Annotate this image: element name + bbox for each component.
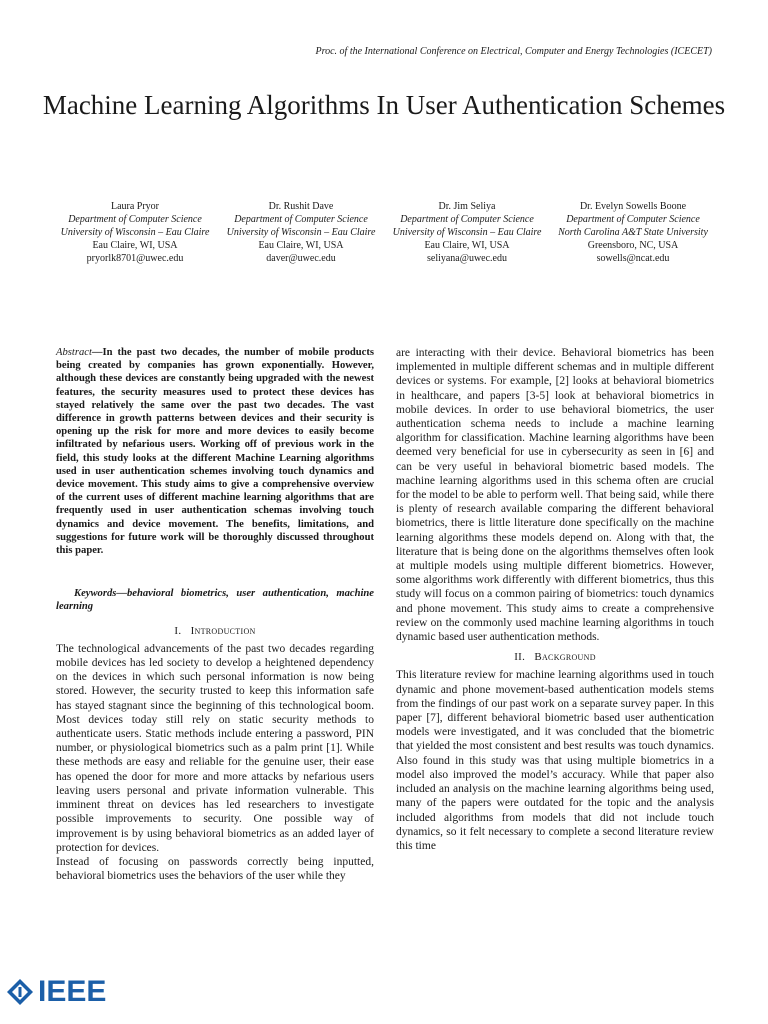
author-city: Eau Claire, WI, USA [258, 240, 344, 251]
abstract-text: —In the past two decades, the number of mobile products being created by companies has grown exponentially. However, although these devices are constantly being upgraded with the newest features, the security measures used to protect these devices has stayed relatively the same over the past two decades. The vast difference in growth patterns between devices and their security is opening up the risk for more and more devices to easily become infiltrated by nefarious users. Working off of previous work in the field, this study looks at the different Machine Learning algorithms used in user authentication schemes involving touch dynamics and device movement. This study aims to give a comprehensive overview of the current uses of different machine learning algorithms that are frequently used in user authentication schemas involving touch dynamics and device movement. The benefits, limitations, and suggestions for future work will be thoroughly discussed throughout this paper. [56, 347, 374, 557]
author-block [52, 200, 716, 265]
ieee-wordmark: IEEE [38, 975, 107, 1008]
section-heading-introduction [56, 624, 374, 638]
author-univ: University of Wisconsin – Eau Claire [226, 227, 376, 238]
author-email: seliyana@uwec.edu [426, 253, 507, 264]
keywords [56, 587, 374, 613]
author-email: daver@uwec.edu [266, 253, 336, 264]
section-title: Introduction [190, 624, 256, 637]
paper-title: Machine Learning Algorithms In User Authentication Schemes [42, 90, 726, 120]
author-name: Laura Pryor [110, 201, 160, 212]
keywords-text: —behavioral biometrics, user authentication, machine learning [56, 588, 374, 613]
right-column [396, 346, 714, 853]
left-column [56, 346, 374, 883]
author-email: sowells@ncat.edu [596, 253, 670, 264]
author-email: pryorlk8701@uwec.edu [86, 253, 184, 264]
author-univ: University of Wisconsin – Eau Claire [392, 227, 542, 238]
author-3 [384, 200, 550, 265]
author-dept: Department of Computer Science [68, 214, 202, 225]
author-2 [218, 200, 384, 265]
author-name: Dr. Rushit Dave [268, 201, 334, 212]
conference-header: Proc. of the International Conference on Electrical, Computer and Energy Technologies (ICECET) [315, 46, 712, 57]
ieee-logo [6, 975, 106, 1009]
author-4 [550, 200, 716, 265]
author-city: Eau Claire, WI, USA [424, 240, 510, 251]
author-dept: Department of Computer Science [400, 214, 534, 225]
author-dept: Department of Computer Science [234, 214, 368, 225]
author-city: Eau Claire, WI, USA [92, 240, 178, 251]
author-city: Greensboro, NC, USA [587, 240, 679, 251]
ieee-diamond-icon [6, 978, 34, 1006]
section-title: Background [534, 651, 596, 664]
author-univ: North Carolina A&T State University [558, 227, 708, 238]
intro-paragraph-2-continued: are interacting with their device. Behavioral biometrics has been implemented in multiple different schemas and in multiple different devices or systems. For example, [2] looks at behavioral biometrics in healthcare, and papers [3-5] look at behavioral biometrics in mobile devices. In order to use behavioral biometrics, the user authentication schema needs to include a machine learning algorithm for classification. Machine learning algorithms have been deemed very beneficial for use in cybersecurity as seen in [6] and can be very useful in behavioral biometric based models. The machine learning algorithms used in this schema often are crucial for the model to be able to perform well. That being said, while there is plenty of research available comparing the different behavioral biometrics, there is little literature done specifically on the machine learning algorithms these models depend on. Along with that, the literature that is being done on the algorithms themselves often look at multiple models using multiple different biometrics. However, some algorithms work differently with different biometrics, thus this study will focus on a common pairing of biometrics: touch dynamics and phone movement. This study aims to create a comprehensive review on the commonly used machine learning algorithms in touch dynamic based user authentication methods. [396, 347, 714, 644]
abstract [56, 346, 374, 557]
intro-paragraph-2: Instead of focusing on passwords correctly being inputted, behavioral biometrics uses the behaviors of the user while they [56, 855, 374, 883]
keywords-lead: Keywords [74, 588, 117, 600]
author-dept: Department of Computer Science [566, 214, 700, 225]
section-numeral: I. [174, 624, 182, 637]
intro-paragraph-1: The technological advancements of the past two decades regarding mobile devices has led society to develop a heightened dependency on the devices in which such personal information is now being stored. However, the security trusted to keep this information safe has stayed stagnant since the beginning of this technological boom. Most devices today still rely on static security methods to authenticate users. Static methods include entering a password, PIN number, or physiological biometrics such as a palm print [1]. While these methods are easy and reliable for the genuine user, their ease has opened the door for more and more attacks by nefarious users leaving users personal and private information vulnerable. This imminent threat on devices has led researchers to investigate possible improvements to security. One possible way of improvement is by using behavioral biometrics as an added layer of protection for devices. [56, 642, 374, 854]
background-paragraph-1: This literature review for machine learning algorithms used in touch dynamic and phone movement-based authentication models stems from the findings of our past work on a separate survey paper. In this paper [7], different behavioral biometric based user authentication models were investigated, and it was concluded that the biometric that yielded the most consistent and best results was touch dynamics. Also found in this study was that using multiple biometrics in a model also improved the model’s accuracy. While that paper also included an analysis on the machine learning algorithms being used, many of the papers were outdated for the topic and the analysis included algorithms from models that did not include touch dynamics, so it felt necessary to complete a second literature review this time [396, 669, 714, 852]
author-1 [52, 200, 218, 265]
author-univ: University of Wisconsin – Eau Claire [60, 227, 210, 238]
section-numeral: II. [514, 651, 526, 664]
author-name: Dr. Evelyn Sowells Boone [579, 201, 687, 212]
abstract-lead: Abstract [56, 347, 92, 358]
section-heading-background [396, 650, 714, 664]
author-name: Dr. Jim Seliya [438, 201, 496, 212]
